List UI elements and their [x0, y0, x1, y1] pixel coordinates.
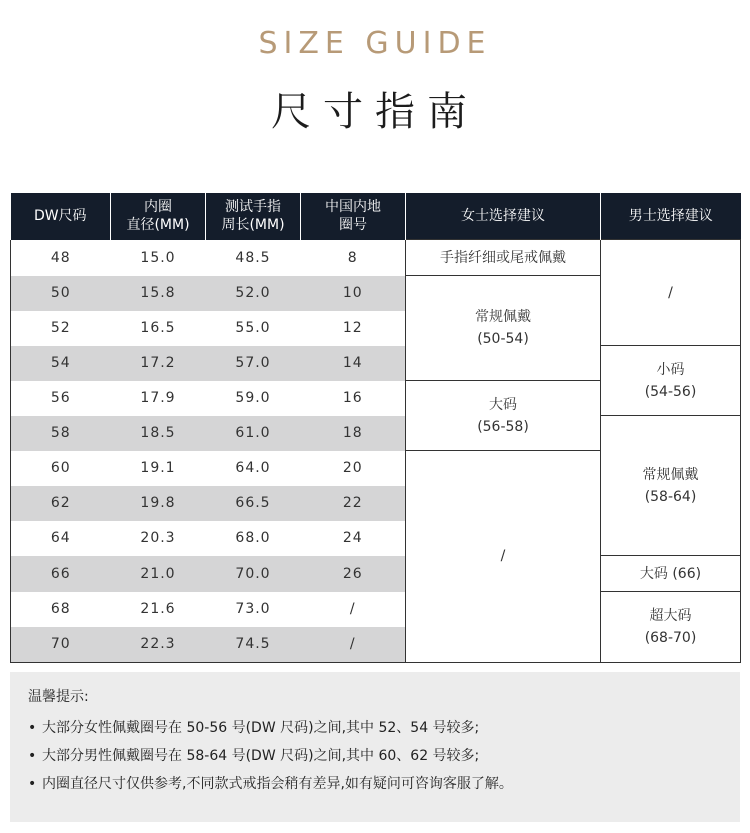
cell-inner-diameter: 21.6	[111, 592, 206, 627]
cell-cn-size: 12	[301, 311, 406, 346]
cell-cn-size: 14	[301, 346, 406, 381]
women-rec-regular: 常规佩戴 (50-54)	[406, 276, 601, 381]
cell-inner-diameter: 17.2	[111, 346, 206, 381]
cell-circumference: 57.0	[206, 346, 301, 381]
bullet-icon: •	[28, 720, 37, 736]
cell-circumference: 61.0	[206, 416, 301, 451]
tip-text: 内圈直径尺寸仅供参考,不同款式戒指会稍有差异,如有疑问可咨询客服了解。	[42, 776, 513, 792]
cell-cn-size: /	[301, 627, 406, 663]
table-header-row	[11, 193, 741, 240]
tip-text: 大部分女性佩戴圈号在 50-56 号(DW 尺码)之间,其中 52、54 号较多;	[42, 720, 480, 736]
cell-inner-diameter: 15.8	[111, 276, 206, 311]
cell-inner-diameter: 15.0	[111, 240, 206, 276]
cell-inner-diameter: 19.8	[111, 486, 206, 521]
cell-dw-size: 64	[11, 521, 111, 556]
men-rec-regular: 常规佩戴 (58-64)	[601, 416, 741, 556]
cell-inner-diameter: 21.0	[111, 556, 206, 592]
cell-cn-size: 20	[301, 451, 406, 486]
cell-cn-size: 10	[301, 276, 406, 311]
cell-dw-size: 62	[11, 486, 111, 521]
cell-dw-size: 68	[11, 592, 111, 627]
page-title-cn: 尺寸指南	[271, 89, 479, 135]
cell-dw-size: 70	[11, 627, 111, 663]
cell-inner-diameter: 17.9	[111, 381, 206, 416]
tips-box	[10, 672, 740, 822]
cell-cn-size: /	[301, 592, 406, 627]
cell-circumference: 66.5	[206, 486, 301, 521]
table-row	[11, 416, 741, 451]
size-table	[10, 193, 741, 663]
tip-item	[28, 742, 722, 770]
cell-cn-size: 22	[301, 486, 406, 521]
cell-dw-size: 60	[11, 451, 111, 486]
cell-circumference: 55.0	[206, 311, 301, 346]
cell-circumference: 74.5	[206, 627, 301, 663]
cell-dw-size: 50	[11, 276, 111, 311]
cell-inner-diameter: 16.5	[111, 311, 206, 346]
header-dw-size: DW尺码	[11, 193, 111, 240]
cell-dw-size: 52	[11, 311, 111, 346]
cell-dw-size: 56	[11, 381, 111, 416]
cell-dw-size: 54	[11, 346, 111, 381]
cell-inner-diameter: 22.3	[111, 627, 206, 663]
men-rec-small: 小码 (54-56)	[601, 346, 741, 416]
cell-circumference: 59.0	[206, 381, 301, 416]
tip-item	[28, 770, 722, 798]
men-rec-none: /	[601, 240, 741, 346]
cell-inner-diameter: 18.5	[111, 416, 206, 451]
tip-text: 大部分男性佩戴圈号在 58-64 号(DW 尺码)之间,其中 60、62 号较多;	[42, 748, 480, 764]
cell-cn-size: 18	[301, 416, 406, 451]
table-row	[11, 592, 741, 627]
cell-cn-size: 24	[301, 521, 406, 556]
table-row	[11, 240, 741, 276]
header-women: 女士选择建议	[406, 193, 601, 240]
cell-inner-diameter: 20.3	[111, 521, 206, 556]
women-rec-none: /	[406, 451, 601, 663]
header-circumference: 测试手指 周长(MM)	[206, 193, 301, 240]
men-rec-xlarge: 超大码 (68-70)	[601, 592, 741, 663]
cell-dw-size: 48	[11, 240, 111, 276]
bullet-icon: •	[28, 776, 37, 792]
table-row	[11, 556, 741, 592]
cell-inner-diameter: 19.1	[111, 451, 206, 486]
women-rec-slim: 手指纤细或尾戒佩戴	[406, 240, 601, 276]
tips-heading: 温馨提示:	[28, 689, 89, 705]
cell-dw-size: 66	[11, 556, 111, 592]
cell-circumference: 68.0	[206, 521, 301, 556]
cell-cn-size: 26	[301, 556, 406, 592]
page-title-en: SIZE GUIDE	[258, 26, 492, 61]
cell-cn-size: 8	[301, 240, 406, 276]
cell-dw-size: 58	[11, 416, 111, 451]
cell-circumference: 48.5	[206, 240, 301, 276]
bullet-icon: •	[28, 748, 37, 764]
header-men: 男士选择建议	[601, 193, 741, 240]
men-rec-large: 大码 (66)	[601, 556, 741, 592]
cell-circumference: 52.0	[206, 276, 301, 311]
header-inner-diameter: 内圈 直径(MM)	[111, 193, 206, 240]
header-cn-size: 中国内地 圈号	[301, 193, 406, 240]
cell-cn-size: 16	[301, 381, 406, 416]
cell-circumference: 73.0	[206, 592, 301, 627]
cell-circumference: 70.0	[206, 556, 301, 592]
women-rec-large: 大码 (56-58)	[406, 381, 601, 451]
tip-item	[28, 714, 722, 742]
cell-circumference: 64.0	[206, 451, 301, 486]
table-row	[11, 346, 741, 381]
